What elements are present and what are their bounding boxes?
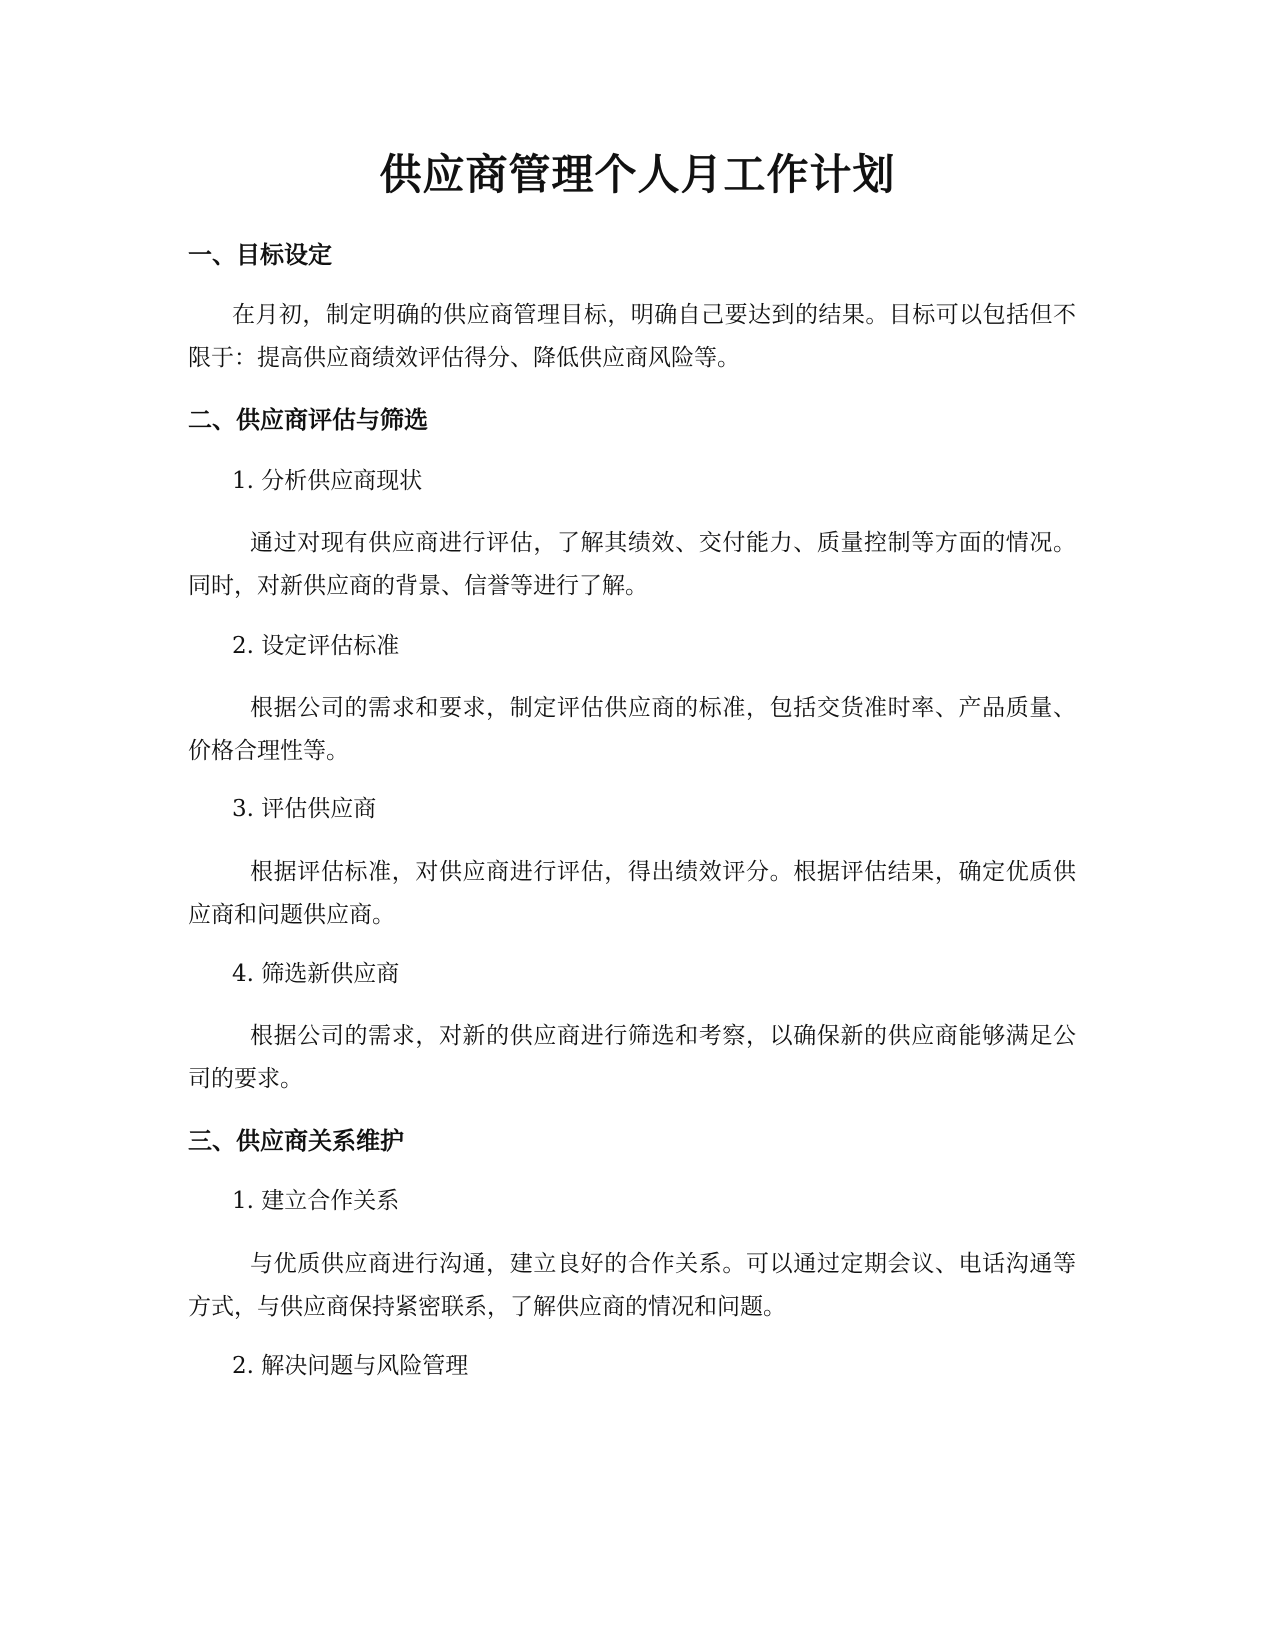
section-heading-goal-setting: 一、目标设定 [188,241,332,269]
list-item-title: 1. 建立合作关系 [232,1188,400,1214]
section-heading-supplier-evaluation: 二、供应商评估与筛选 [188,406,428,434]
list-item-body: 根据公司的需求，对新的供应商进行筛选和考察，以确保新的供应商能够满足公司的要求。 [188,1023,1076,1092]
section-paragraph: 在月初，制定明确的供应商管理目标，明确自己要达到的结果。目标可以包括但不限于：提高供应商绩效评估得分、降低供应商风险等。 [188,302,1076,371]
list-item-body: 与优质供应商进行沟通，建立良好的合作关系。可以通过定期会议、电话沟通等方式，与供应商保持紧密联系，了解供应商的情况和问题。 [188,1251,1076,1320]
list-item-body: 根据公司的需求和要求，制定评估供应商的标准，包括交货准时率、产品质量、价格合理性等。 [188,695,1076,764]
list-item-title: 3. 评估供应商 [232,796,377,822]
list-item-body: 根据评估标准，对供应商进行评估，得出绩效评分。根据评估结果，确定优质供应商和问题供应商。 [188,859,1076,928]
list-item-body: 通过对现有供应商进行评估，了解其绩效、交付能力、质量控制等方面的情况。同时，对新供应商的背景、信誉等进行了解。 [188,530,1076,599]
section-heading-supplier-relations: 三、供应商关系维护 [188,1127,404,1155]
document-title: 供应商管理个人月工作计划 [379,150,896,199]
list-item-title: 2. 解决问题与风险管理 [232,1353,469,1379]
list-item-title: 2. 设定评估标准 [232,633,400,659]
list-item-title: 1. 分析供应商现状 [232,468,423,494]
list-item-title: 4. 筛选新供应商 [232,961,400,987]
